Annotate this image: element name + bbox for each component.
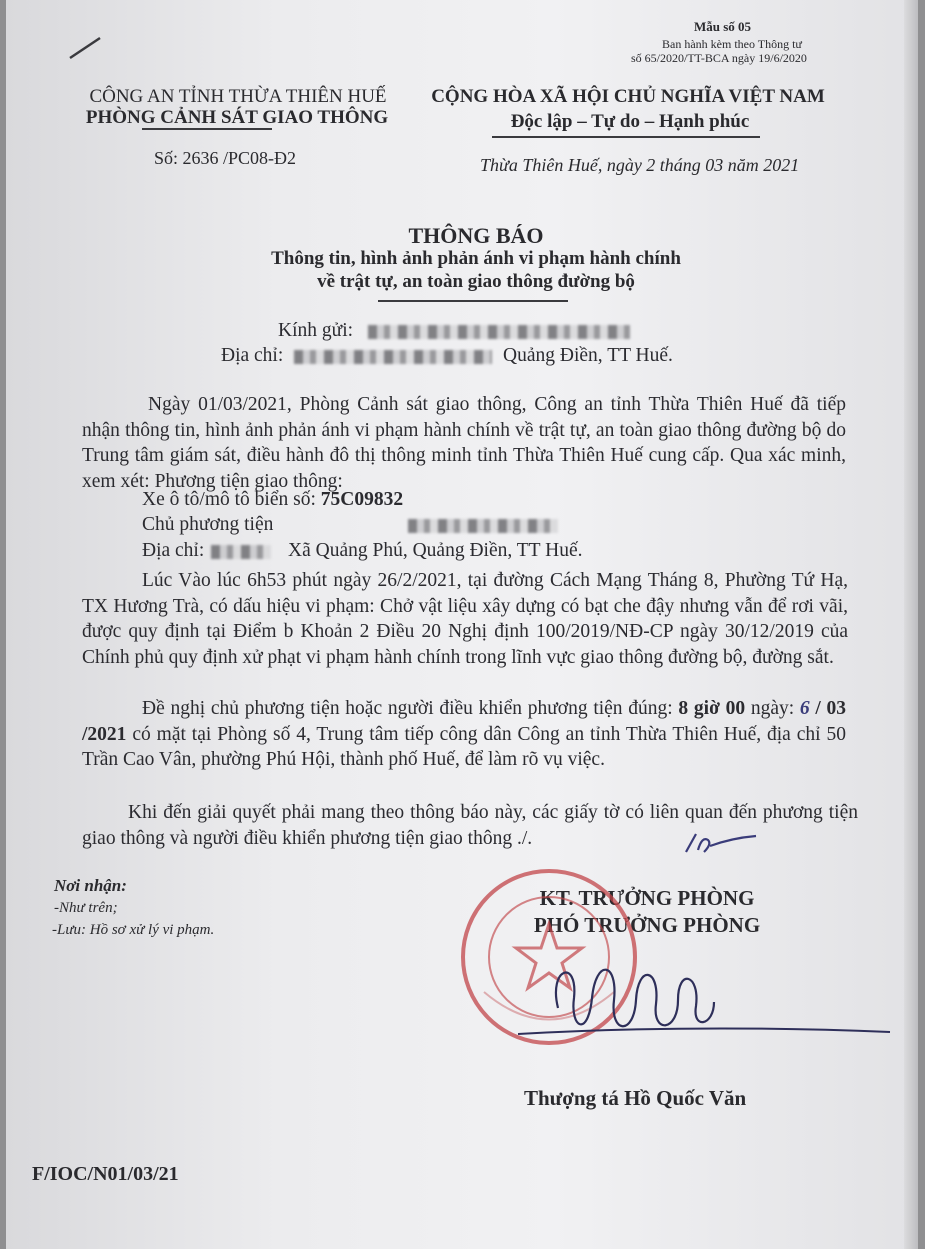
- owner-label: Chủ phương tiện: [142, 514, 274, 535]
- national-motto: Độc lập – Tự do – Hạnh phúc: [510, 111, 750, 132]
- plate-value: 75C09832: [320, 489, 404, 510]
- paragraph-summons: [82, 696, 846, 773]
- recipient-label: Kính gửi:: [278, 320, 354, 341]
- summons-day-label: ngày:: [750, 698, 795, 719]
- agency-name: CÔNG AN TỈNH THỪA THIÊN HUẾ: [89, 86, 387, 107]
- signer-name: Thượng tá Hồ Quốc Văn: [524, 1086, 747, 1110]
- agency-underline: [142, 128, 272, 130]
- summons-day-handwritten: 6: [799, 698, 810, 719]
- summons-time: 8 giờ 00: [678, 698, 746, 719]
- recipient-item-1: -Như trên;: [54, 900, 118, 916]
- owner-address-value: Xã Quảng Phú, Quảng Điền, TT Huế.: [288, 540, 583, 561]
- signature-scribble-icon: [518, 948, 898, 1048]
- address-redacted: [294, 350, 492, 364]
- footer-code: F/IOC/N01/03/21: [32, 1163, 179, 1185]
- address-label: Địa chỉ:: [221, 345, 284, 366]
- owner-line: [142, 512, 558, 538]
- form-number: Mẫu số 05: [694, 19, 752, 34]
- recipient-redacted: [368, 325, 630, 339]
- address-line: [221, 343, 673, 369]
- paragraph-intro: Ngày 01/03/2021, Phòng Cảnh sát giao thông, Công an tỉnh Thừa Thiên Huế đã tiếp nhận thông tin, hình ảnh phản ánh vi phạm hành chính về trật tự, an toàn giao thông đường bộ do Trung tâm giám sát, điều hành đô thị thông minh tỉnh Thừa Thiên Huế cung cấp. Qua xác minh, xem xét: Phương tiện giao thông:: [82, 394, 846, 492]
- paper-edge: [904, 0, 918, 1249]
- pen-mark-icon: [66, 32, 106, 62]
- national-title: CỘNG HÒA XÃ HỘI CHỦ NGHĨA VIỆT NAM: [431, 86, 825, 107]
- owner-address-line: [142, 538, 582, 564]
- summons-date: / 03 /2021: [82, 698, 847, 745]
- owner-address-label: Địa chỉ:: [142, 540, 205, 561]
- signer-role-2: PHÓ TRƯỞNG PHÒNG: [533, 913, 761, 937]
- recipients-heading: Nơi nhận:: [54, 876, 127, 895]
- form-issued-line2: số 65/2020/TT-BCA ngày 19/6/2020: [631, 51, 807, 65]
- paragraph-closing: Khi đến giải quyết phải mang theo thông báo này, các giấy tờ có liên quan đến phương tiện giao thông và người điều khiển phương tiện giao thông ./.: [82, 802, 858, 849]
- plate-label: Xe ô tô/mô tô biển số:: [142, 489, 316, 510]
- paragraph-violation: Lúc Vào lúc 6h53 phút ngày 26/2/2021, tại đường Cách Mạng Tháng 8, Phường Tứ Hạ, TX Hương Trà, có dấu hiệu vi phạm: Chở vật liệu xây dựng có bạt che đậy nhưng vẫn để rơi vãi, được quy định tại Điểm b Khoản 2 Điều 20 Nghị định 100/2019/NĐ-CP ngày 30/12/2019 của Chính phủ quy định xử phạt vi phạm hành chính trong lĩnh vực giao thông đường bộ, đường sắt.: [82, 570, 848, 668]
- document-number: Số: 2636 /PC08-Đ2: [154, 148, 297, 168]
- recipient-item-2: -Lưu: Hồ sơ xử lý vi phạm.: [52, 922, 215, 938]
- owner-redacted: [408, 519, 558, 533]
- address-value: Quảng Điền, TT Huế.: [503, 345, 673, 366]
- summons-text-1: Đề nghị chủ phương tiện hoặc người điều khiển phương tiện đúng:: [142, 698, 679, 719]
- motto-underline: [492, 136, 760, 138]
- vehicle-plate-line: [142, 487, 403, 513]
- document-page: [6, 0, 918, 1249]
- summons-text-2: có mặt tại Phòng số 4, Trung tâm tiếp công dân Công an tỉnh Thừa Thiên Huế, địa chỉ 50 Trần Cao Vân, phường Phú Hội, thành phố Huế, để làm rõ vụ việc.: [82, 723, 846, 770]
- form-issued-line1: Ban hành kèm theo Thông tư: [662, 37, 802, 51]
- handwritten-mark-icon: [682, 826, 762, 862]
- agency-department: PHÒNG CẢNH SÁT GIAO THÔNG: [85, 107, 389, 128]
- place-date: Thừa Thiên Huế, ngày 2 tháng 03 năm 2021: [480, 155, 800, 175]
- owner-address-redacted: [211, 545, 271, 559]
- doc-subtitle-1: Thông tin, hình ảnh phản ánh vi phạm hành chính: [271, 248, 681, 269]
- signer-role-1: KT. TRƯỞNG PHÒNG: [539, 886, 755, 910]
- recipient-line: [278, 318, 630, 344]
- doc-subtitle-2: về trật tự, an toàn giao thông đường bộ: [317, 271, 635, 292]
- doc-title: THÔNG BÁO: [408, 223, 544, 248]
- title-underline: [378, 300, 568, 302]
